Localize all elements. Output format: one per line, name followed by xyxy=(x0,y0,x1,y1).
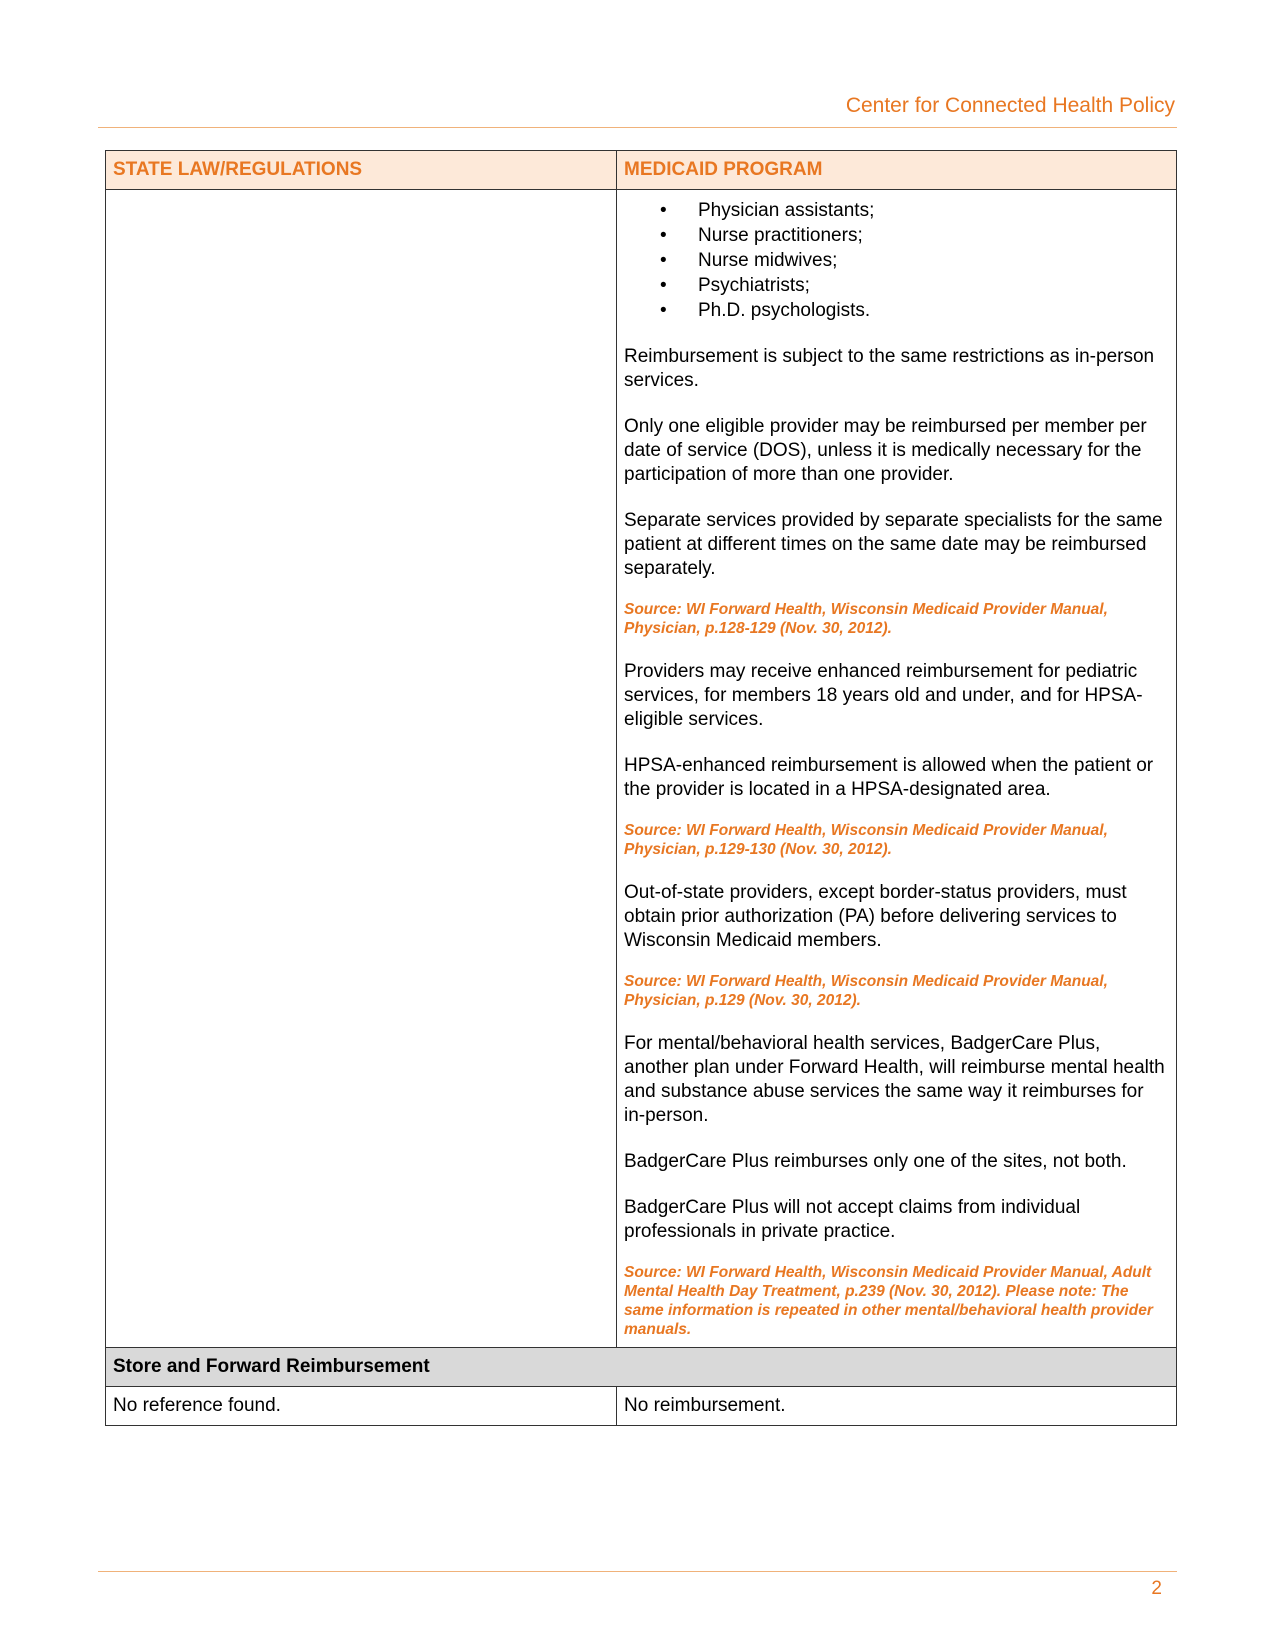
state-law-cell xyxy=(106,190,617,1348)
paragraph: Separate services provided by separate specialists for the same patient at different times on the same date may be reimbursed separately. xyxy=(624,510,1163,579)
source-citation: Source: WI Forward Health, Wisconsin Medicaid Provider Manual, Physician, p.129-130 (Nov. 30, 2012). xyxy=(624,822,1108,858)
provider-list xyxy=(624,198,1169,323)
footer-divider xyxy=(98,1571,1177,1572)
paragraph: Out-of-state providers, except border-status providers, must obtain prior authorization (PA) before delivering services to Wisconsin Medicaid members. xyxy=(624,882,1127,951)
source-citation: Source: WI Forward Health, Wisconsin Medicaid Provider Manual, Physician, p.128-129 (Nov. 30, 2012). xyxy=(624,601,1108,637)
col-header-state-law: STATE LAW/REGULATIONS xyxy=(106,151,617,190)
medicaid-cell xyxy=(617,190,1177,1348)
source-citation: Source: WI Forward Health, Wisconsin Medicaid Provider Manual, Physician, p.129 (Nov. 30, 2012). xyxy=(624,973,1108,1009)
col-header-medicaid: MEDICAID PROGRAM xyxy=(617,151,1177,190)
list-item: • Physician assistants; xyxy=(698,198,1169,223)
state-law-cell: No reference found. xyxy=(106,1387,617,1426)
table-row xyxy=(106,190,1177,1348)
table-row xyxy=(106,1387,1177,1426)
header-org-name: Center for Connected Health Policy xyxy=(845,94,1175,117)
paragraph: Only one eligible provider may be reimbursed per member per date of service (DOS), unless it is medically necessary for the participation of more than one provider. xyxy=(624,416,1147,485)
list-item: • Ph.D. psychologists. xyxy=(698,298,1169,323)
source-citation: Source: WI Forward Health, Wisconsin Medicaid Provider Manual, Adult Mental Health Day Treatment, p.239 (Nov. 30, 2012). Please note: The same information is repeated in other mental/behavioral health provider manuals. xyxy=(624,1264,1153,1338)
table-header-row xyxy=(106,151,1177,190)
paragraph: HPSA-enhanced reimbursement is allowed when the patient or the provider is located in a HPSA-designated area. xyxy=(624,755,1154,800)
header-divider xyxy=(98,127,1177,128)
page-number: 2 xyxy=(1151,1578,1162,1599)
policy-table xyxy=(105,150,1177,1426)
paragraph: For mental/behavioral health services, BadgerCare Plus, another plan under Forward Health, will reimburse mental health and substance abuse services the same way it reimburses for in-person. xyxy=(624,1033,1165,1126)
list-item: • Nurse midwives; xyxy=(698,248,1169,273)
paragraph: Providers may receive enhanced reimbursement for pediatric services, for members 18 years old and under, and for HPSA-eligible services. xyxy=(624,661,1143,730)
list-item: • Psychiatrists; xyxy=(698,273,1169,298)
section-title: Store and Forward Reimbursement xyxy=(106,1348,1177,1387)
list-item: • Nurse practitioners; xyxy=(698,223,1169,248)
medicaid-cell: No reimbursement. xyxy=(617,1387,1177,1426)
paragraph: BadgerCare Plus will not accept claims from individual professionals in private practice. xyxy=(624,1197,1081,1242)
paragraph: BadgerCare Plus reimburses only one of the sites, not both. xyxy=(624,1151,1127,1172)
paragraph: Reimbursement is subject to the same restrictions as in-person services. xyxy=(624,346,1155,391)
section-header-row xyxy=(106,1348,1177,1387)
